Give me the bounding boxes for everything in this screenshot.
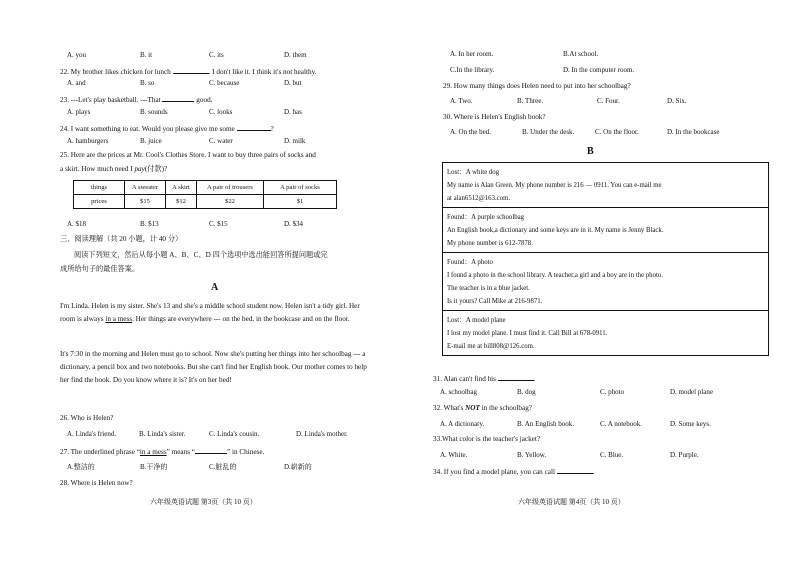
q25-option-a[interactable]: A. $18 bbox=[67, 220, 87, 228]
notice-line: My phone number is 612-7878. bbox=[447, 240, 533, 247]
q30-option-d[interactable]: D. In the bookcase bbox=[667, 128, 720, 136]
q33-option-c[interactable]: C. Blue. bbox=[600, 451, 624, 459]
page-footer-left: 六年级英语试题 第3页（共 10 页） bbox=[150, 498, 257, 506]
q25-option-b[interactable]: B. $13 bbox=[140, 220, 159, 228]
q27-option-c[interactable]: C.脏乱的 bbox=[209, 463, 237, 471]
q23-text-b: good. bbox=[196, 96, 213, 104]
notice-line: I lost my model plane. I must find it. Call Bill at 678-0911. bbox=[447, 330, 608, 337]
question-22 bbox=[60, 66, 317, 77]
table-cell: prices bbox=[74, 195, 125, 209]
table-header-cell: A skirt bbox=[166, 181, 197, 195]
q31-option-c[interactable]: C. photo bbox=[600, 388, 625, 396]
notice-line: An English book,a dictionary and some keys are in it. My name is Jenny Black. bbox=[447, 227, 664, 234]
notice-line: Is it yours? Call Mike at 216-9871. bbox=[447, 298, 543, 305]
q29-option-a[interactable]: A. Two. bbox=[450, 97, 473, 105]
notice-board bbox=[442, 162, 769, 356]
table-cell: $1 bbox=[264, 195, 337, 209]
q21-option-d[interactable]: D. them bbox=[284, 51, 307, 59]
question-25-line2 bbox=[60, 165, 167, 174]
question-25-line1: 25. Here are the prices at Mr. Cool's Clothes Store. I want to buy three pairs of socks and bbox=[60, 151, 316, 159]
q24-option-d[interactable]: D. milk bbox=[284, 137, 306, 145]
passage-a-paragraph-1 bbox=[60, 300, 367, 326]
q22-text-b: . I don't like it. I think it's not healthy. bbox=[208, 68, 317, 76]
page-footer-right: 六年级英语试题 第4页（共 10 页） bbox=[518, 498, 625, 506]
notice-line: Lost：A white dog bbox=[447, 169, 500, 176]
passage-a-text-1: I'm Linda. Helen is my sister. She's 13 and she's a middle school student now. Helen isn't a tidy girl. Her room is always bbox=[60, 302, 360, 324]
q28-option-c[interactable]: C.In the library. bbox=[450, 66, 495, 74]
q24-option-b[interactable]: B. juice bbox=[140, 137, 162, 145]
q27-text-c: ” in Chinese. bbox=[227, 448, 265, 456]
section-3-instructions-2: 成所给句子的最佳答案。 bbox=[60, 265, 140, 273]
question-27 bbox=[60, 446, 264, 457]
notice-line: I found a photo in the school library. A teacher,a girl and a boy are in the photo. bbox=[447, 272, 663, 279]
q21-option-a[interactable]: A. you bbox=[67, 51, 87, 59]
q32-option-b[interactable]: B. An English book. bbox=[517, 420, 574, 428]
q33-option-d[interactable]: D. Purple. bbox=[670, 451, 699, 459]
q22-blank[interactable] bbox=[173, 66, 209, 74]
q31-text-b: . bbox=[533, 375, 536, 383]
q21-option-c[interactable]: C. its bbox=[209, 51, 224, 59]
q29-option-c[interactable]: C. Four. bbox=[597, 97, 620, 105]
q24-blank[interactable] bbox=[237, 123, 271, 131]
q21-option-b[interactable]: B. it bbox=[140, 51, 153, 59]
underlined-phrase: in a mess bbox=[105, 315, 133, 324]
q24-text-b: ? bbox=[270, 125, 274, 133]
notice-line: My name is Alan Green. My phone number is 216 — 0911. You can e-mail me bbox=[447, 182, 662, 189]
table-cell: $22 bbox=[197, 195, 264, 209]
q22-text-a: 22. My brother likes chicken for lunch bbox=[60, 68, 171, 76]
q33-option-b[interactable]: B. Yellow. bbox=[517, 451, 547, 459]
question-24 bbox=[60, 123, 274, 134]
q29-option-b[interactable]: B. Three. bbox=[517, 97, 544, 105]
q26-option-d[interactable]: D. Linda's mother. bbox=[296, 430, 348, 438]
q22-option-b[interactable]: B. so bbox=[140, 79, 155, 87]
q32-option-d[interactable]: D. Some keys. bbox=[670, 420, 711, 428]
q32-option-c[interactable]: C. A notebook. bbox=[600, 420, 643, 428]
notice-line: Found：A photo bbox=[447, 259, 493, 266]
notice-lost-dog bbox=[443, 163, 768, 208]
table-cell: $12 bbox=[166, 195, 197, 209]
q23-option-a[interactable]: A. plays bbox=[67, 108, 91, 116]
question-23 bbox=[60, 94, 212, 105]
passage-a-paragraph-2: It's 7:30 in the morning and Helen must go to school. Now she's putting her things into her schoolbag --- a dictionary, a pencil box and two notebooks. But she can't find her English book. Our mother comes to help her find the book. Do you know where it is? It's on her bed! bbox=[60, 350, 367, 385]
q31-option-d[interactable]: D. model plane bbox=[670, 388, 713, 396]
q32-not: NOT bbox=[465, 404, 480, 412]
table-header-cell: A pair of trousers bbox=[197, 181, 264, 195]
q27-blank[interactable] bbox=[195, 446, 227, 454]
q34-text-a: 34. If you find a model plane, you can call bbox=[433, 468, 555, 476]
q23-text-a: 23. ---Let's play basketball. ---That bbox=[60, 96, 161, 104]
q30-option-b[interactable]: B. Under the desk. bbox=[522, 128, 575, 136]
q27-text-b: ” means “ bbox=[166, 448, 195, 456]
q29-option-d[interactable]: D. Six. bbox=[667, 97, 687, 105]
q27-text-a: 27. The underlined phrase “ bbox=[60, 448, 140, 456]
table-header-cell: A pair of socks bbox=[264, 181, 337, 195]
q23-blank[interactable] bbox=[162, 94, 194, 102]
q24-text-a: 24. I want something to eat. Would you please give me some bbox=[60, 125, 235, 133]
q28-option-d[interactable]: D. In the computer room. bbox=[563, 66, 635, 74]
notice-line: at alan6512@163.com. bbox=[447, 195, 511, 202]
q27-underlined-phrase: in a mess bbox=[139, 448, 167, 456]
price-table-header-row bbox=[74, 181, 337, 195]
q28-option-b[interactable]: B.At school. bbox=[563, 50, 599, 58]
price-table-row bbox=[74, 195, 337, 209]
passage-b-title: B bbox=[587, 146, 594, 157]
q31-option-b[interactable]: B. dog bbox=[517, 388, 536, 396]
notice-found-schoolbag bbox=[443, 208, 768, 253]
q34-text-b: . bbox=[592, 468, 595, 476]
table-header-cell: A sweater bbox=[125, 181, 166, 195]
q23-option-c[interactable]: C. looks bbox=[209, 108, 233, 116]
q30-option-a[interactable]: A. On the bed. bbox=[450, 128, 492, 136]
q31-option-a[interactable]: A. schoolbag bbox=[440, 388, 477, 396]
q32-option-a[interactable]: A. A dictionary. bbox=[440, 420, 485, 428]
q24-option-a[interactable]: A. hamburgers bbox=[67, 137, 109, 145]
passage-a-text-2: . Her things are everywhere --- on the bed, in the bookcase and on the floor. bbox=[132, 315, 350, 324]
q23-option-d[interactable]: D. has bbox=[284, 108, 302, 116]
q31-text-a: 31. Alan can't find his bbox=[433, 375, 496, 383]
notice-line: Lost：A model plane bbox=[447, 317, 506, 324]
question-33: 33.What color is the teacher's jacket? bbox=[433, 435, 541, 443]
q27-option-d[interactable]: D.崭新的 bbox=[284, 463, 312, 471]
q25-option-d[interactable]: D. $34 bbox=[284, 220, 304, 228]
q25-text-a: a skirt. How much need I bbox=[60, 165, 135, 173]
q24-option-c[interactable]: C. water bbox=[209, 137, 233, 145]
q27-option-b[interactable]: B.干净的 bbox=[140, 463, 168, 471]
table-header-cell: things bbox=[74, 181, 125, 195]
q27-option-a[interactable]: A.整洁的 bbox=[67, 463, 95, 471]
question-29: 29. How many things does Helen need to put into her schoolbag? bbox=[443, 82, 631, 90]
question-28: 28. Where is Helen now? bbox=[60, 479, 133, 487]
q22-option-d[interactable]: D. but bbox=[284, 79, 302, 87]
notice-line: Found：A purple schoolbag bbox=[447, 214, 525, 221]
notice-line: The teacher is in a blue jacket. bbox=[447, 285, 530, 292]
question-26: 26. Who is Helen? bbox=[60, 414, 114, 422]
q26-option-c[interactable]: C. Linda's cousin. bbox=[209, 430, 260, 438]
q25-pay-note: (付款)? bbox=[144, 165, 168, 173]
q22-option-c[interactable]: C. because bbox=[209, 79, 240, 87]
q32-text-a: 32. What's bbox=[433, 404, 466, 412]
q33-option-a[interactable]: A. White. bbox=[440, 451, 468, 459]
q26-option-a[interactable]: A. Linda's friend. bbox=[67, 430, 117, 438]
q25-option-c[interactable]: C. $15 bbox=[209, 220, 228, 228]
q23-option-b[interactable]: B. sounds bbox=[140, 108, 168, 116]
section-3-title: 三、阅读理解（共 20 小题，计 40 分） bbox=[60, 235, 183, 243]
notice-line: E-mail me at bill808@126.com. bbox=[447, 343, 535, 350]
notice-lost-model-plane bbox=[443, 311, 768, 355]
section-3-instructions-1: 阅读下列短文，然后从每小题 A、B、C、D 四个选项中选出能回答所提问题或完 bbox=[74, 251, 328, 259]
table-cell: $15 bbox=[125, 195, 166, 209]
q26-option-b[interactable]: B. Linda's sister. bbox=[139, 430, 186, 438]
q30-option-c[interactable]: C. On the floor. bbox=[595, 128, 639, 136]
price-table bbox=[73, 180, 337, 209]
q25-pay: pay bbox=[134, 165, 145, 173]
q28-option-a[interactable]: A. In her room. bbox=[450, 50, 494, 58]
notice-found-photo bbox=[443, 253, 768, 311]
question-30: 30. Where is Helen's English book? bbox=[443, 113, 546, 121]
q22-option-a[interactable]: A. and bbox=[67, 79, 86, 87]
passage-a-title: A bbox=[211, 282, 219, 293]
q32-text-b: in the schoolbag? bbox=[479, 404, 532, 412]
